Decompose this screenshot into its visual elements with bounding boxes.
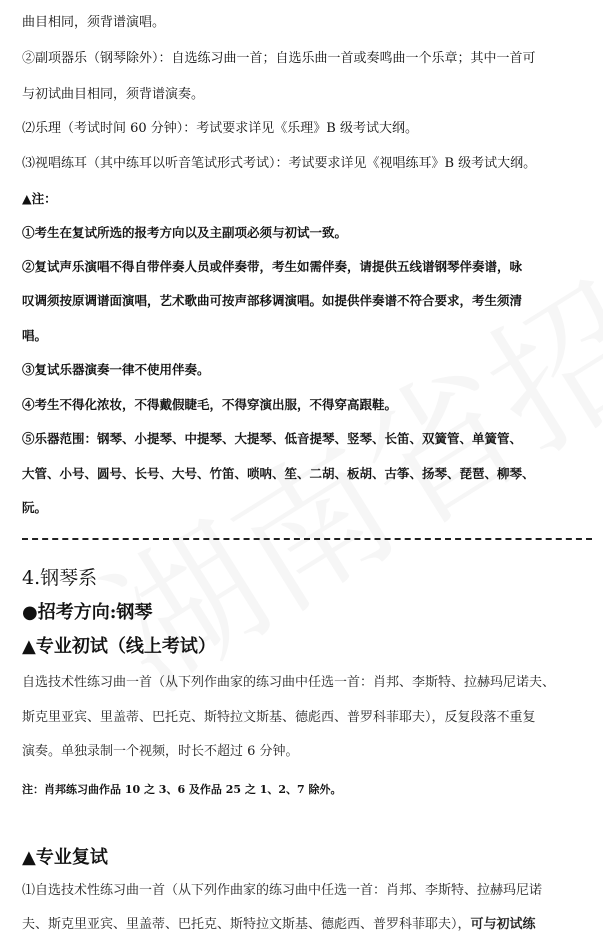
note-item: ②复试声乐演唱不得自带伴奏人员或伴奏带，考生如需伴奏，请提供五线谱钢琴伴奏谱，咏 <box>22 259 523 274</box>
text-line: 曲目相同，须背谱演唱。 <box>22 15 166 30</box>
note-item: 叹调须按原调谱面演唱，艺术歌曲可按声部移调演唱。如提供伴奏谱不符合要求，考生须清 <box>22 293 523 308</box>
text-line: 与初试曲目相同，须背谱演奏。 <box>22 87 205 102</box>
note-item: ③复试乐器演奏一律不使用伴奏。 <box>22 362 210 377</box>
retest-heading: ▲专业复试 <box>22 847 108 868</box>
text-line: 演奏。单独录制一个视频，时长不超过 6 分钟。 <box>22 744 299 759</box>
text-span-bold: 可与初试练 <box>470 917 536 932</box>
text-span: 夫、斯克里亚宾、里盖蒂、巴托克、斯特拉文斯基、德彪西、普罗科菲耶夫）， <box>22 917 471 932</box>
note-item: 大管、小号、圆号、长号、大号、竹笛、唢呐、笙、二胡、板胡、古筝、扬琴、琵琶、柳琴、 <box>22 466 535 481</box>
note-item: ⑤乐器范围：钢琴、小提琴、中提琴、大提琴、低音提琴、竖琴、长笛、双簧管、单簧管、 <box>22 431 523 446</box>
prelim-heading: ▲专业初试（线上考试） <box>22 636 216 657</box>
text-line: ⑵乐理（考试时间 60 分钟）：考试要求详见《乐理》B 级考试大纲。 <box>22 121 418 136</box>
text-line: ⑶视唱练耳（其中练耳以听音笔试形式考试）：考试要求详见《视唱练耳》B 级考试大纲。 <box>22 156 537 171</box>
note-item: ④考生不得化浓妆，不得戴假睫毛，不得穿演出服，不得穿高跟鞋。 <box>22 397 398 412</box>
text-line: 自选技术性练习曲一首（从下列作曲家的练习曲中任选一首：肖邦、李斯特、拉赫玛尼诺夫、 <box>22 675 556 690</box>
note-item: 唱。 <box>22 328 48 343</box>
text-line: ⑴自选技术性练习曲一首（从下列作曲家的练习曲中任选一首：肖邦、李斯特、拉赫玛尼诺 <box>22 883 543 898</box>
text-line: ②副项器乐（钢琴除外）：自选练习曲一首；自选乐曲一首或奏鸣曲一个乐章；其中一首可 <box>22 51 536 66</box>
note-item: 阮。 <box>22 500 48 515</box>
prelim-note: 注：肖邦练习曲作品 10 之 3、6 及作品 25 之 1、2、7 除外。 <box>22 783 342 796</box>
text-line: 斯克里亚宾、里盖蒂、巴托克、斯特拉文斯基、德彪西、普罗科菲耶夫），反复段落不重复 <box>22 710 536 725</box>
note-item: ①考生在复试所选的报考方向以及主副项必须与初试一致。 <box>22 225 348 240</box>
text-line <box>22 916 587 933</box>
section-title: 4.钢琴系 <box>22 567 98 589</box>
direction-heading: ●招考方向:钢琴 <box>22 602 153 623</box>
notes-title: ▲注： <box>22 191 57 206</box>
section-divider <box>22 538 592 540</box>
